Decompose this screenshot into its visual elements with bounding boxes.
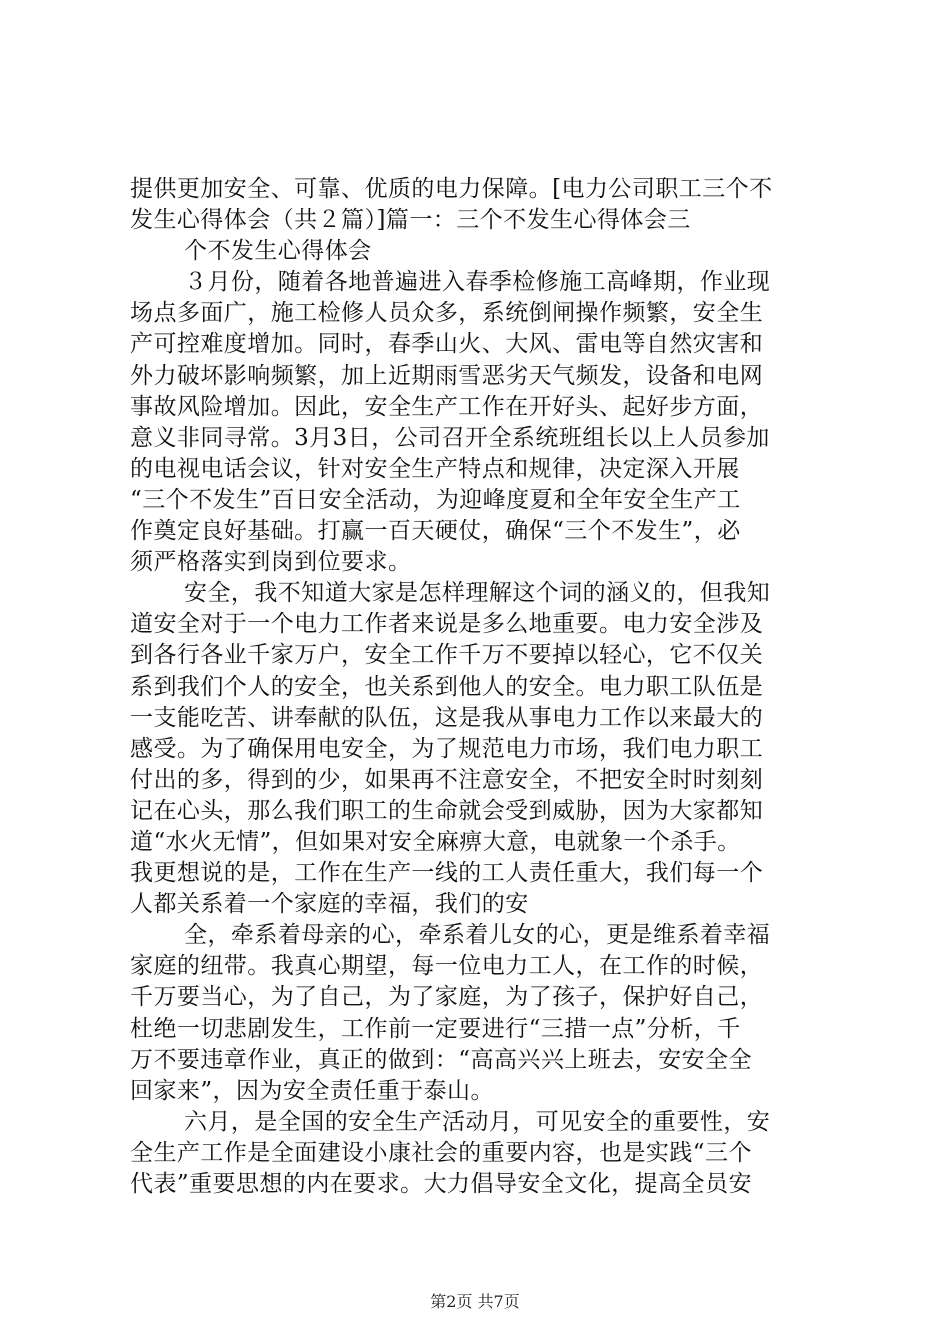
text-line: 外力破坏影响频繁，加上近期雨雪恶劣天气频发，设备和电网 <box>130 362 764 389</box>
text-line: 回家来”，因为安全责任重于泰山。 <box>130 1077 494 1104</box>
paragraph-start-line: 安全，我不知道大家是怎样理解这个词的涵义的，但我知 <box>184 580 771 607</box>
text-line: 到各行各业千家万户，安全工作千万不要掉以轻心，它不仅关 <box>130 642 764 669</box>
text-line: 提供更加安全、可靠、优质的电力保障。[电力公司职工三个不 <box>130 176 773 202</box>
paragraph-start-line: 六月，是全国的安全生产活动月，可见安全的重要性，安 <box>184 1108 771 1135</box>
text-line: 个不发生心得体会 <box>184 238 372 265</box>
text-line: 产可控难度增加。同时，春季山火、大风、雷电等自然灾害和 <box>130 331 764 358</box>
paragraph-start-line: 全，牵系着母亲的心，牵系着儿女的心，更是维系着幸福 <box>184 922 771 949</box>
text-line: 杜绝一切悲剧发生，工作前一定要进行“三措一点”分析，千 <box>130 1015 741 1042</box>
text-line: 记在心头，那么我们职工的生命就会受到威胁，因为大家都知 <box>130 797 764 824</box>
text-line: 的电视电话会议，针对安全生产特点和规律，决定深入开展 <box>130 455 740 482</box>
text-line: 千万要当心，为了自己，为了家庭，为了孩子，保护好自己， <box>130 984 764 1011</box>
text-line: 感受。为了确保用电安全，为了规范电力市场，我们电力职工 <box>130 735 764 762</box>
page-number-label: 第2页 共7页 <box>430 1292 520 1311</box>
text-line: 万不要违章作业，真正的做到：“高高兴兴上班去，安安全全 <box>130 1046 752 1073</box>
document-body <box>130 174 830 1200</box>
text-line: 作奠定良好基础。打赢一百天硬仗，确保“三个不发生”，必 <box>130 518 741 545</box>
text-line: 事故风险增加。因此，安全生产工作在开好头、起好步方面， <box>130 393 764 420</box>
paragraph-start-line: ３月份，随着各地普遍进入春季检修施工高峰期，作业现 <box>184 269 771 296</box>
text-line: 我更想说的是，工作在生产一线的工人责任重大，我们每一个 <box>130 860 764 887</box>
text-line: 发生心得体会（共２篇）]篇一：三个不发生心得体会三 <box>130 207 691 234</box>
text-line: 场点多面广，施工检修人员众多，系统倒闸操作频繁，安全生 <box>130 300 764 327</box>
text-line: 一支能吃苦、讲奉献的队伍，这是我从事电力工作以来最大的 <box>130 704 764 731</box>
text-line: “三个不发生”百日安全活动，为迎峰度夏和全年安全生产工 <box>130 486 741 513</box>
page-footer <box>0 1292 950 1312</box>
text-line: 须严格落实到岗到位要求。 <box>130 549 412 576</box>
text-line: 人都关系着一个家庭的幸福，我们的安 <box>130 891 529 918</box>
text-line: 代表”重要思想的内在要求。大力倡导安全文化，提高全员安 <box>130 1171 752 1197</box>
text-line: 家庭的纽带。我真心期望，每一位电力工人，在工作的时候， <box>130 953 764 980</box>
text-line: 道“水火无情”，但如果对安全麻痹大意，电就象一个杀手。 <box>130 828 741 855</box>
text-line: 付出的多，得到的少，如果再不注意安全，不把安全时时刻刻 <box>130 766 764 793</box>
text-line: 道安全对于一个电力工作者来说是多么地重要。电力安全涉及 <box>130 611 764 638</box>
text-line: 系到我们个人的安全，也关系到他人的安全。电力职工队伍是 <box>130 673 764 700</box>
text-line: 全生产工作是全面建设小康社会的重要内容，也是实践“三个 <box>130 1139 752 1166</box>
text-line: 意义非同寻常。3月3日，公司召开全系统班组长以上人员参加 <box>130 424 770 451</box>
